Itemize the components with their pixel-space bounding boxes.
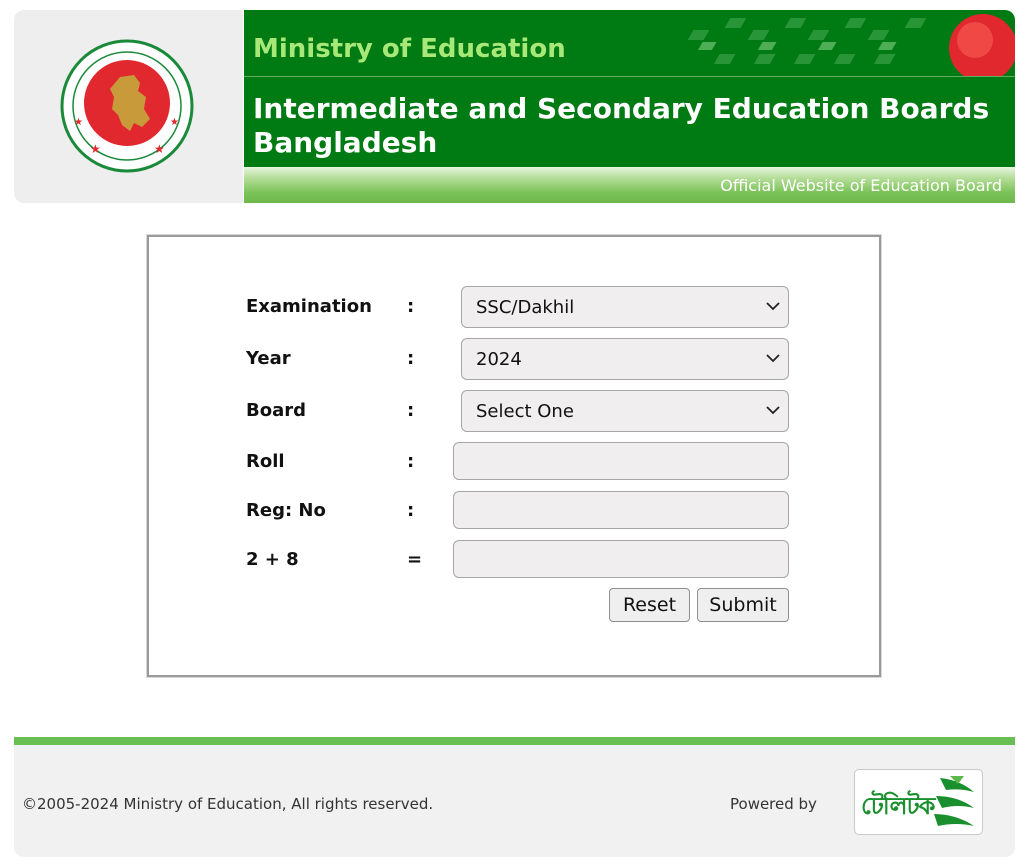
svg-text:★: ★ [74,117,83,128]
chevron-down-icon [766,405,780,415]
subtitle-bar [244,167,1015,203]
header-banner [244,10,1015,167]
decorative-stripes-icon [685,10,1015,76]
logo-panel [14,10,243,203]
captcha-equals: = [407,549,423,570]
boards-title: Intermediate and Secondary Education Boards Bangladesh [253,92,990,159]
government-seal-icon [60,39,194,173]
year-colon: : [407,348,415,369]
chevron-down-icon [766,301,780,311]
reset-button[interactable]: Reset [609,588,690,622]
footer-divider [14,737,1015,745]
reg-no-label: Reg: No [246,500,326,521]
board-row [149,390,879,432]
powered-by-text: Powered by [730,795,817,813]
year-row [149,338,879,380]
site-footer [14,745,1015,857]
teletalk-swoosh-icon [930,774,978,832]
roll-row [149,442,879,484]
roll-label: Roll [246,451,285,472]
year-select[interactable] [461,338,789,380]
captcha-label: 2 + 8 [246,549,299,570]
reg-no-row [149,491,879,533]
form-actions [149,588,879,630]
captcha-input[interactable] [453,540,789,578]
board-value: Select One [476,401,574,422]
board-colon: : [407,400,415,421]
submit-button[interactable]: Submit [697,588,789,622]
banner-divider [244,76,1015,77]
examination-row [149,286,879,328]
year-value: 2024 [476,349,522,370]
result-form [147,235,881,677]
teletalk-logo-text: টেলিটক [861,792,935,820]
board-label: Board [246,400,306,421]
official-subtitle: Official Website of Education Board [720,176,1002,195]
teletalk-logo[interactable] [854,769,983,835]
examination-colon: : [407,296,415,317]
examination-value: SSC/Dakhil [476,297,575,318]
svg-text:★: ★ [154,142,165,156]
roll-input[interactable] [453,442,789,480]
chevron-down-icon [766,353,780,363]
year-label: Year [246,348,291,369]
reg-no-input[interactable] [453,491,789,529]
svg-text:★: ★ [170,117,179,128]
captcha-row [149,540,879,582]
ministry-title: Ministry of Education [253,34,566,64]
svg-text:★: ★ [90,142,101,156]
board-select[interactable] [461,390,789,432]
roll-colon: : [407,451,415,472]
copyright-text: ©2005-2024 Ministry of Education, All rights reserved. [22,795,434,813]
site-header [14,10,1015,203]
examination-label: Examination [246,296,372,317]
reg-no-colon: : [407,500,415,521]
examination-select[interactable] [461,286,789,328]
